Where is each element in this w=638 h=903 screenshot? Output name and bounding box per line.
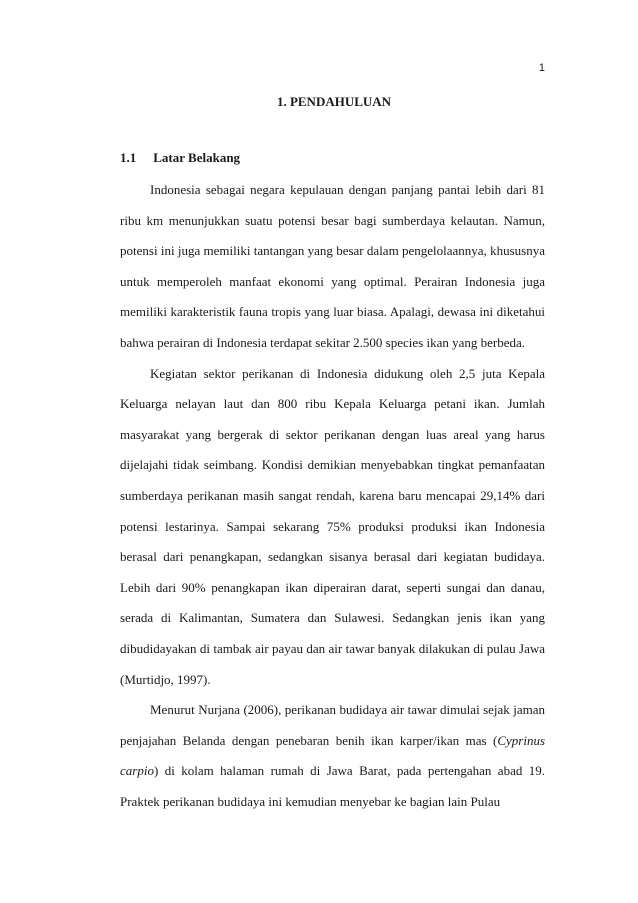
paragraph-3-part-2: ) di kolam halaman rumah di Jawa Barat, pada pertengahan abad 19. Praktek perikanan budidaya ini kemudian menyebar ke bagian lain Pulau	[120, 763, 545, 809]
paragraph-3	[120, 695, 545, 817]
section-number: 1.1	[120, 150, 137, 165]
paragraph-2: Kegiatan sektor perikanan di Indonesia didukung oleh 2,5 juta Kepala Keluarga nelayan laut dan 800 ribu Kepala Keluarga petani ikan. Jumlah masyarakat yang bergerak di sektor perikanan dengan luas areal yang harus dijelajahi tidak seimbang. Kondisi demikian menyebabkan tingkat pemanfaatan sumberdaya perikanan masih sangat rendah, karena baru mencapai 29,14% dari potensi lestarinya. Sampai sekarang 75% produksi produksi ikan Indonesia berasal dari penangkapan, sedangkan sisanya berasal dari kegiatan budidaya. Lebih dari 90% penangkapan ikan diperairan darat, seperti sungai dan danau, serada di Kalimantan, Sumatera dan Sulawesi. Sedangkan jenis ikan yang dibudidayakan di tambak air payau dan air tawar banyak dilakukan di pulau Jawa (Murtidjo, 1997).	[120, 365, 545, 687]
body-text	[120, 175, 545, 817]
page-number: 1	[538, 62, 545, 74]
section-heading	[120, 150, 240, 166]
paragraph-1: Indonesia sebagai negara kepulauan dengan panjang pantai lebih dari 81 ribu km menunjukkan suatu potensi besar bagi sumberdaya kelautan. Namun, potensi ini juga memiliki tantangan yang besar dalam pengelolaannya, khususnya untuk memperoleh manfaat ekonomi yang optimal. Perairan Indonesia juga memiliki karakteristik fauna tropis yang luar biasa. Apalagi, dewasa ini diketahui bahwa perairan di Indonesia terdapat sekitar 2.500 species ikan yang berbeda.	[120, 182, 545, 350]
section-title: Latar Belakang	[153, 150, 241, 165]
chapter-title: 1. PENDAHULUAN	[276, 94, 392, 109]
species-name: Cyprinus carpio	[120, 732, 545, 779]
paragraph-3-part-1: Menurut Nurjana (2006), perikanan budidaya air tawar dimulai sejak jaman penjajahan Belanda dengan penebaran benih ikan karper/ikan mas (	[120, 702, 545, 748]
